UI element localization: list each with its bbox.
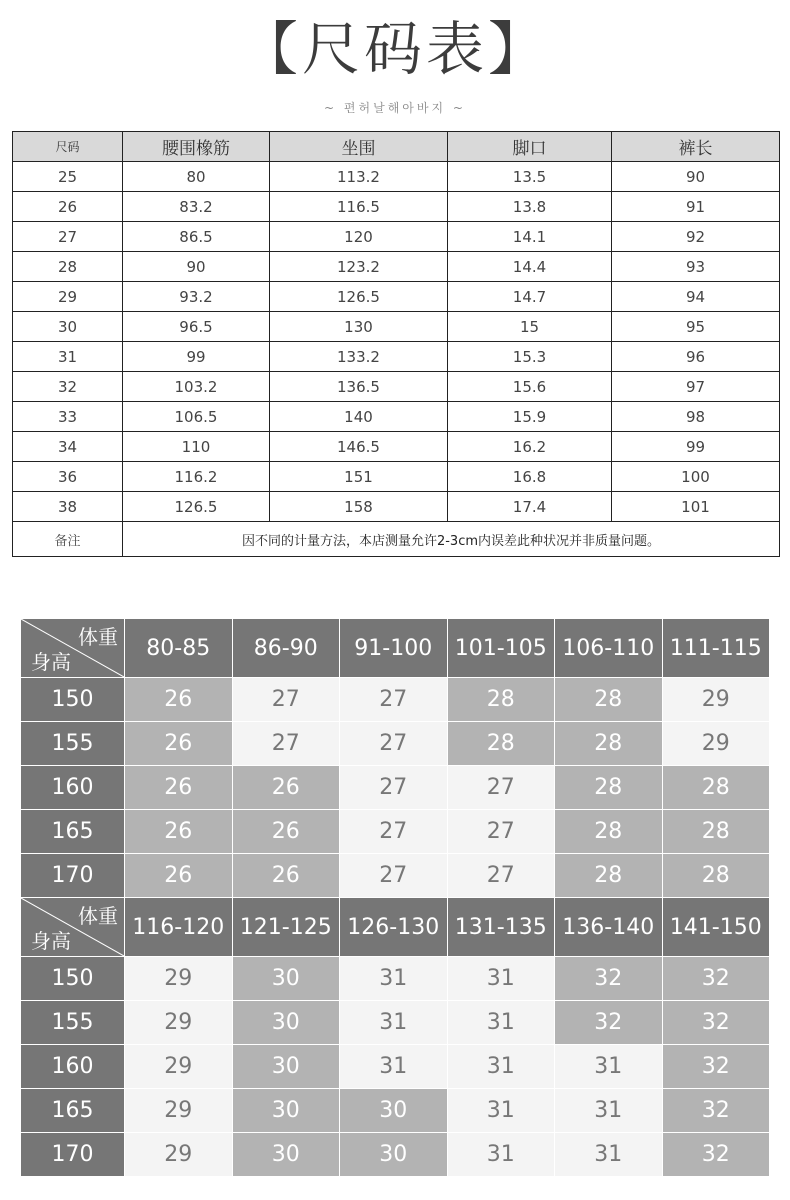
table-row [13, 462, 780, 492]
cell-length: 92 [612, 222, 780, 252]
cell-waist: 86.5 [123, 222, 270, 252]
cell-leg-opening: 13.8 [448, 192, 612, 222]
page-title: 【尺码表】 [239, 15, 550, 83]
weight-range-header: 141-150 [662, 898, 770, 957]
cell-leg-opening: 14.4 [448, 252, 612, 282]
size-cell: 32 [662, 957, 770, 1001]
size-cell: 29 [662, 678, 770, 722]
note-label: 备注 [13, 522, 123, 557]
cell-size: 33 [13, 402, 123, 432]
page-subtitle: ~ 편허날해아바지 ~ [324, 101, 466, 115]
cell-waist: 106.5 [123, 402, 270, 432]
cell-hip: 151 [270, 462, 448, 492]
size-cell: 26 [125, 810, 233, 854]
size-cell: 30 [232, 1045, 340, 1089]
cell-leg-opening: 14.1 [448, 222, 612, 252]
cell-length: 94 [612, 282, 780, 312]
size-cell: 27 [340, 810, 448, 854]
grid-corner-cell [21, 898, 125, 957]
cell-length: 101 [612, 492, 780, 522]
size-cell: 29 [125, 957, 233, 1001]
cell-leg-opening: 16.2 [448, 432, 612, 462]
cell-hip: 146.5 [270, 432, 448, 462]
cell-size: 28 [13, 252, 123, 282]
size-cell: 28 [555, 854, 663, 898]
cell-leg-opening: 15.3 [448, 342, 612, 372]
height-row-header: 160 [21, 1045, 125, 1089]
size-recommendation-grid [20, 618, 770, 1177]
table-row [13, 222, 780, 252]
grid-row [21, 722, 770, 766]
grid-row [21, 810, 770, 854]
size-table [12, 131, 780, 557]
grid-corner-cell [21, 619, 125, 678]
cell-length: 91 [612, 192, 780, 222]
cell-waist: 90 [123, 252, 270, 282]
size-cell: 29 [125, 1045, 233, 1089]
cell-waist: 83.2 [123, 192, 270, 222]
cell-size: 34 [13, 432, 123, 462]
cell-leg-opening: 15 [448, 312, 612, 342]
table-row [13, 432, 780, 462]
size-cell: 30 [340, 1133, 448, 1177]
size-cell: 27 [340, 722, 448, 766]
header-leg-opening: 脚口 [448, 132, 612, 162]
size-table-body [13, 162, 780, 522]
cell-size: 36 [13, 462, 123, 492]
size-cell: 32 [662, 1001, 770, 1045]
size-cell: 26 [232, 766, 340, 810]
cell-size: 32 [13, 372, 123, 402]
size-cell: 31 [447, 1133, 555, 1177]
size-cell: 30 [340, 1089, 448, 1133]
grid-weight-header-row [21, 619, 770, 678]
size-cell: 27 [340, 678, 448, 722]
size-cell: 32 [662, 1045, 770, 1089]
size-cell: 31 [555, 1045, 663, 1089]
cell-hip: 158 [270, 492, 448, 522]
weight-range-header: 131-135 [447, 898, 555, 957]
size-cell: 27 [447, 854, 555, 898]
cell-length: 97 [612, 372, 780, 402]
cell-waist: 93.2 [123, 282, 270, 312]
grid-row [21, 678, 770, 722]
size-cell: 26 [125, 854, 233, 898]
size-cell: 31 [340, 1001, 448, 1045]
cell-waist: 110 [123, 432, 270, 462]
size-cell: 29 [125, 1001, 233, 1045]
grid-row [21, 1089, 770, 1133]
grid-row [21, 766, 770, 810]
size-cell: 32 [555, 1001, 663, 1045]
height-row-header: 160 [21, 766, 125, 810]
size-cell: 31 [555, 1089, 663, 1133]
size-cell: 28 [662, 766, 770, 810]
weight-range-header: 116-120 [125, 898, 233, 957]
size-cell: 31 [447, 1089, 555, 1133]
cell-hip: 113.2 [270, 162, 448, 192]
size-cell: 31 [340, 957, 448, 1001]
size-cell: 27 [340, 854, 448, 898]
cell-size: 27 [13, 222, 123, 252]
size-cell: 30 [232, 957, 340, 1001]
cell-leg-opening: 15.6 [448, 372, 612, 402]
cell-hip: 116.5 [270, 192, 448, 222]
header-length: 裤长 [612, 132, 780, 162]
table-row [13, 402, 780, 432]
size-cell: 27 [447, 766, 555, 810]
cell-length: 98 [612, 402, 780, 432]
cell-size: 29 [13, 282, 123, 312]
size-cell: 27 [232, 722, 340, 766]
header-waist: 腰围橡筋 [123, 132, 270, 162]
cell-length: 96 [612, 342, 780, 372]
size-cell: 26 [125, 722, 233, 766]
size-cell: 32 [555, 957, 663, 1001]
weight-range-header: 126-130 [340, 898, 448, 957]
size-cell: 32 [662, 1133, 770, 1177]
corner-height-label: 身高 [31, 929, 71, 953]
size-cell: 31 [340, 1045, 448, 1089]
cell-size: 30 [13, 312, 123, 342]
corner-height-label: 身高 [31, 650, 71, 674]
cell-waist: 103.2 [123, 372, 270, 402]
grid-row [21, 1133, 770, 1177]
height-row-header: 150 [21, 678, 125, 722]
weight-range-header: 136-140 [555, 898, 663, 957]
size-cell: 31 [555, 1133, 663, 1177]
cell-leg-opening: 16.8 [448, 462, 612, 492]
cell-leg-opening: 17.4 [448, 492, 612, 522]
size-cell: 28 [447, 722, 555, 766]
grid-weight-header-row [21, 898, 770, 957]
size-cell: 28 [555, 766, 663, 810]
size-cell: 26 [232, 854, 340, 898]
note-text: 因不同的计量方法，本店测量允许2-3cm内误差此种状况并非质量问题。 [123, 522, 780, 557]
size-cell: 27 [447, 810, 555, 854]
table-row [13, 162, 780, 192]
size-cell: 28 [555, 810, 663, 854]
table-row [13, 252, 780, 282]
cell-hip: 120 [270, 222, 448, 252]
table-row [13, 372, 780, 402]
cell-hip: 126.5 [270, 282, 448, 312]
height-row-header: 150 [21, 957, 125, 1001]
height-row-header: 155 [21, 722, 125, 766]
size-cell: 30 [232, 1089, 340, 1133]
cell-hip: 140 [270, 402, 448, 432]
size-cell: 29 [662, 722, 770, 766]
corner-weight-label: 体重 [78, 625, 118, 649]
size-cell: 30 [232, 1001, 340, 1045]
table-row [13, 312, 780, 342]
grid-row [21, 1001, 770, 1045]
size-cell: 26 [232, 810, 340, 854]
header-size: 尺码 [13, 132, 123, 162]
grid-row [21, 854, 770, 898]
cell-hip: 133.2 [270, 342, 448, 372]
size-cell: 30 [232, 1133, 340, 1177]
size-cell: 32 [662, 1089, 770, 1133]
cell-waist: 126.5 [123, 492, 270, 522]
size-cell: 26 [125, 678, 233, 722]
weight-range-header: 86-90 [232, 619, 340, 678]
size-cell: 27 [340, 766, 448, 810]
size-table-note-row [13, 522, 780, 557]
size-cell: 29 [125, 1133, 233, 1177]
weight-range-header: 106-110 [555, 619, 663, 678]
table-row [13, 492, 780, 522]
weight-range-header: 111-115 [662, 619, 770, 678]
cell-size: 38 [13, 492, 123, 522]
table-row [13, 282, 780, 312]
weight-range-header: 121-125 [232, 898, 340, 957]
size-cell: 31 [447, 1045, 555, 1089]
cell-size: 31 [13, 342, 123, 372]
table-row [13, 192, 780, 222]
cell-hip: 136.5 [270, 372, 448, 402]
cell-length: 99 [612, 432, 780, 462]
cell-hip: 123.2 [270, 252, 448, 282]
grid-row [21, 957, 770, 1001]
header-hip: 坐围 [270, 132, 448, 162]
height-row-header: 170 [21, 854, 125, 898]
cell-length: 95 [612, 312, 780, 342]
height-row-header: 170 [21, 1133, 125, 1177]
cell-waist: 116.2 [123, 462, 270, 492]
cell-waist: 99 [123, 342, 270, 372]
weight-range-header: 101-105 [447, 619, 555, 678]
cell-size: 26 [13, 192, 123, 222]
cell-length: 93 [612, 252, 780, 282]
weight-range-header: 91-100 [340, 619, 448, 678]
height-row-header: 155 [21, 1001, 125, 1045]
height-row-header: 165 [21, 810, 125, 854]
cell-length: 90 [612, 162, 780, 192]
size-cell: 31 [447, 1001, 555, 1045]
cell-leg-opening: 14.7 [448, 282, 612, 312]
cell-size: 25 [13, 162, 123, 192]
cell-leg-opening: 15.9 [448, 402, 612, 432]
cell-leg-opening: 13.5 [448, 162, 612, 192]
cell-waist: 96.5 [123, 312, 270, 342]
size-cell: 31 [447, 957, 555, 1001]
size-cell: 28 [555, 678, 663, 722]
cell-waist: 80 [123, 162, 270, 192]
cell-hip: 130 [270, 312, 448, 342]
corner-weight-label: 体重 [78, 904, 118, 928]
size-cell: 29 [125, 1089, 233, 1133]
grid-row [21, 1045, 770, 1089]
height-row-header: 165 [21, 1089, 125, 1133]
size-cell: 28 [447, 678, 555, 722]
weight-range-header: 80-85 [125, 619, 233, 678]
table-row [13, 342, 780, 372]
size-cell: 26 [125, 766, 233, 810]
size-table-header-row [13, 132, 780, 162]
size-cell: 28 [662, 854, 770, 898]
size-cell: 28 [555, 722, 663, 766]
size-cell: 28 [662, 810, 770, 854]
cell-length: 100 [612, 462, 780, 492]
size-cell: 27 [232, 678, 340, 722]
